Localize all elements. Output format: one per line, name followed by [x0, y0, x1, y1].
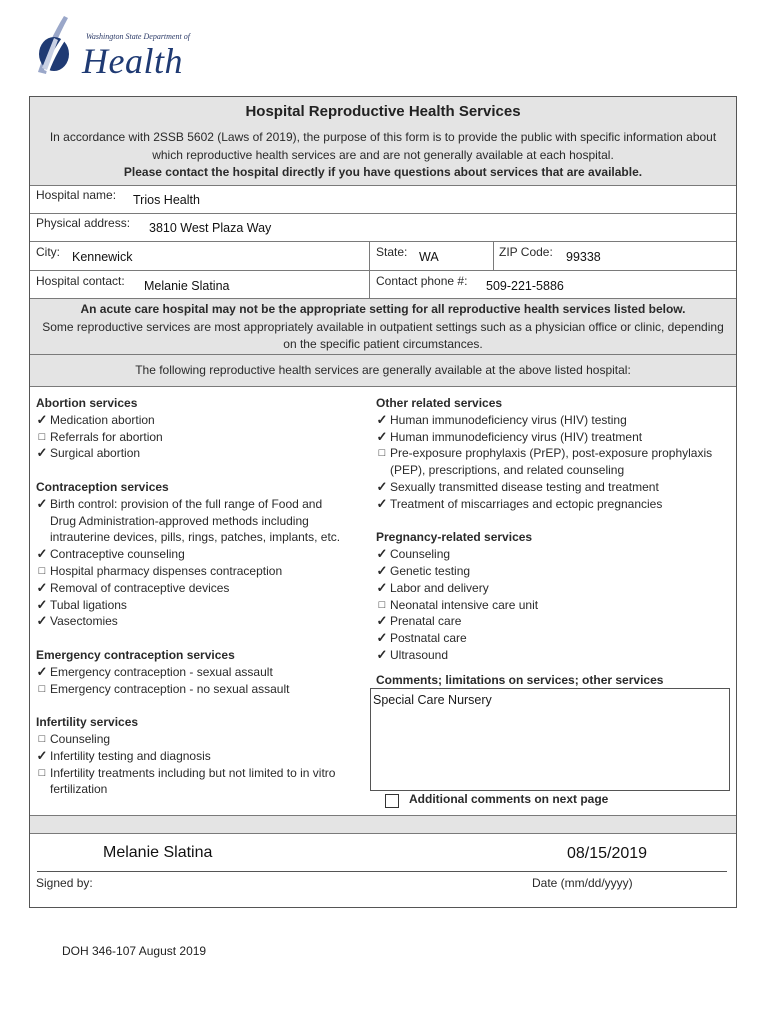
unchecked-box-icon[interactable]: □ — [38, 682, 46, 695]
comments-text: Special Care Nursery — [373, 693, 492, 707]
comments-box[interactable] — [370, 688, 730, 791]
service-label: Contraceptive counseling — [50, 547, 185, 562]
left-services-column — [36, 395, 351, 798]
service-item — [36, 412, 351, 429]
additional-comments-label: Additional comments on next page — [409, 792, 609, 806]
city-label: City: — [36, 245, 60, 259]
service-label: Neonatal intensive care unit — [390, 597, 539, 612]
right-services-column — [376, 395, 716, 664]
section-title: Pregnancy-related services — [376, 530, 533, 545]
section-title: Contraception services — [36, 479, 169, 494]
service-item — [376, 429, 716, 446]
checked-box-icon[interactable]: ✓ — [36, 747, 48, 763]
service-label: Sexually transmitted disease testing and treatment — [390, 479, 659, 494]
unchecked-box-icon[interactable]: □ — [38, 732, 46, 745]
service-label: Pre-exposure prophylaxis (PrEP), post-exposure prophylaxis (PEP), prescriptions, and related counseling — [390, 446, 713, 478]
signature-name[interactable]: Melanie Slatina — [103, 844, 213, 861]
phone-field[interactable]: 509-221-5886 — [486, 279, 564, 293]
signature-line — [37, 871, 727, 872]
reproductive-services-form — [29, 96, 737, 908]
service-label: Infertility testing and diagnosis — [50, 748, 211, 763]
service-item — [376, 546, 716, 563]
checked-box-icon[interactable]: ✓ — [36, 579, 48, 595]
service-label: Infertility treatments including but not limited to in vitro fertilization — [50, 765, 336, 797]
service-item — [36, 580, 351, 597]
address-label: Physical address: — [36, 216, 131, 230]
checked-box-icon[interactable]: ✓ — [376, 478, 388, 494]
service-label: Labor and delivery — [390, 580, 489, 595]
note-text: Some reproductive services are most appropriately available in outpatient settings such as a physician office or clinic, depending on the specific patient circumstances. — [42, 319, 724, 351]
city-field[interactable]: Kennewick — [72, 250, 133, 264]
contact-field[interactable]: Melanie Slatina — [144, 279, 230, 293]
doh-logo — [34, 14, 194, 80]
additional-comments-checkbox[interactable] — [385, 794, 399, 808]
unchecked-box-icon[interactable]: □ — [38, 766, 46, 779]
service-label: Postnatal care — [390, 631, 467, 646]
checked-box-icon[interactable]: ✓ — [36, 663, 48, 679]
service-item — [376, 445, 716, 479]
service-item — [36, 731, 351, 748]
checked-box-icon[interactable]: ✓ — [36, 445, 48, 461]
checked-box-icon[interactable]: ✓ — [376, 562, 388, 578]
service-label: Treatment of miscarriages and ectopic pregnancies — [390, 496, 663, 511]
state-label: State: — [376, 245, 408, 259]
divider-band — [30, 815, 736, 833]
signed-by-label: Signed by: — [36, 876, 93, 890]
service-item — [36, 597, 351, 614]
form-intro — [38, 129, 728, 182]
service-label: Removal of contraceptive devices — [50, 580, 230, 595]
state-field[interactable]: WA — [419, 250, 439, 264]
service-item — [376, 412, 716, 429]
service-item — [36, 429, 351, 446]
service-label: Tubal ligations — [50, 597, 127, 612]
service-item — [36, 664, 351, 681]
checked-box-icon[interactable]: ✓ — [36, 411, 48, 427]
service-item — [376, 580, 716, 597]
service-label: Referrals for abortion — [50, 429, 163, 444]
service-item — [36, 681, 351, 698]
section-title: Other related services — [376, 396, 503, 410]
hospital-name-label: Hospital name: — [36, 188, 117, 202]
service-item — [36, 613, 351, 630]
form-footer: DOH 346-107 August 2019 — [62, 944, 207, 958]
service-item — [376, 496, 716, 513]
service-label: Vasectomies — [50, 614, 118, 629]
checked-box-icon[interactable]: ✓ — [36, 613, 48, 629]
service-item — [376, 597, 716, 614]
contact-label: Hospital contact: — [36, 274, 125, 288]
address-field[interactable]: 3810 West Plaza Way — [149, 221, 272, 235]
section-title: Emergency contraception services — [36, 647, 235, 662]
service-item — [376, 613, 716, 630]
service-label: Counseling — [390, 547, 451, 562]
service-label: Counseling — [50, 731, 111, 746]
checked-box-icon[interactable]: ✓ — [376, 428, 388, 444]
unchecked-box-icon[interactable]: □ — [38, 564, 46, 577]
phone-label: Contact phone #: — [376, 274, 468, 288]
zip-label: ZIP Code: — [499, 245, 553, 259]
service-label: Human immunodeficiency virus (HIV) treatment — [390, 429, 643, 444]
service-item — [36, 765, 351, 799]
logo-org-text: Washington State Department of — [86, 32, 190, 41]
unchecked-box-icon[interactable]: □ — [38, 430, 46, 443]
service-label: Ultrasound — [390, 647, 449, 662]
section-title: Infertility services — [36, 715, 139, 730]
service-label: Hospital pharmacy dispenses contraception — [50, 563, 283, 578]
service-item — [36, 445, 351, 462]
doh-swoosh-icon — [34, 14, 82, 76]
section-title: Abortion services — [36, 396, 138, 410]
unchecked-box-icon[interactable]: □ — [378, 598, 386, 611]
setting-note — [38, 301, 728, 354]
form-title: Hospital Reproductive Health Services — [245, 103, 521, 120]
checked-box-icon[interactable]: ✓ — [376, 495, 388, 511]
intro-bold-text: Please contact the hospital directly if you have questions about services that are available. — [123, 165, 643, 179]
date-label: Date (mm/dd/yyyy) — [532, 876, 633, 890]
service-label: Emergency contraception - no sexual assault — [50, 681, 290, 696]
service-item — [36, 496, 351, 546]
checked-box-icon[interactable]: ✓ — [376, 613, 388, 629]
checked-box-icon[interactable]: ✓ — [376, 646, 388, 662]
service-item — [376, 479, 716, 496]
service-label: Human immunodeficiency virus (HIV) testing — [390, 412, 627, 427]
service-item — [36, 563, 351, 580]
signature-date[interactable]: 08/15/2019 — [567, 845, 648, 862]
logo-wordmark: Health — [82, 41, 183, 81]
unchecked-box-icon[interactable]: □ — [378, 447, 386, 460]
service-label: Medication abortion — [50, 412, 155, 427]
checked-box-icon[interactable]: ✓ — [36, 596, 48, 612]
service-item — [376, 647, 716, 664]
service-item — [376, 630, 716, 647]
service-item — [36, 748, 351, 765]
zip-field[interactable]: 99338 — [566, 250, 601, 264]
checked-box-icon[interactable]: ✓ — [36, 495, 48, 511]
checked-box-icon[interactable]: ✓ — [376, 579, 388, 595]
services-header: The following reproductive health services are generally available at the above listed hospital: — [135, 363, 631, 377]
comments-title: Comments; limitations on services; other services — [376, 673, 664, 687]
checked-box-icon[interactable]: ✓ — [36, 546, 48, 562]
service-item — [36, 546, 351, 563]
note-bold-text: An acute care hospital may not be the appropriate setting for all reproductive health services listed below. — [80, 302, 686, 316]
checked-box-icon[interactable]: ✓ — [376, 630, 388, 646]
hospital-name-field[interactable]: Trios Health — [133, 193, 200, 207]
checked-box-icon[interactable]: ✓ — [376, 546, 388, 562]
checked-box-icon[interactable]: ✓ — [376, 411, 388, 427]
service-label: Genetic testing — [390, 563, 471, 578]
service-label: Emergency contraception - sexual assault — [50, 664, 273, 679]
intro-text: In accordance with 2SSB 5602 (Laws of 2019), the purpose of this form is to provide the public with specific information about which reproductive health services are and are not generally available at each hospital. — [49, 130, 717, 162]
service-item — [376, 563, 716, 580]
service-label: Surgical abortion — [50, 446, 141, 461]
service-label: Prenatal care — [390, 614, 462, 629]
service-label: Birth control: provision of the full range of Food and Drug Administration-approved methods including intrauterine devices, pills, rings, patches, implants, etc. — [50, 496, 341, 545]
